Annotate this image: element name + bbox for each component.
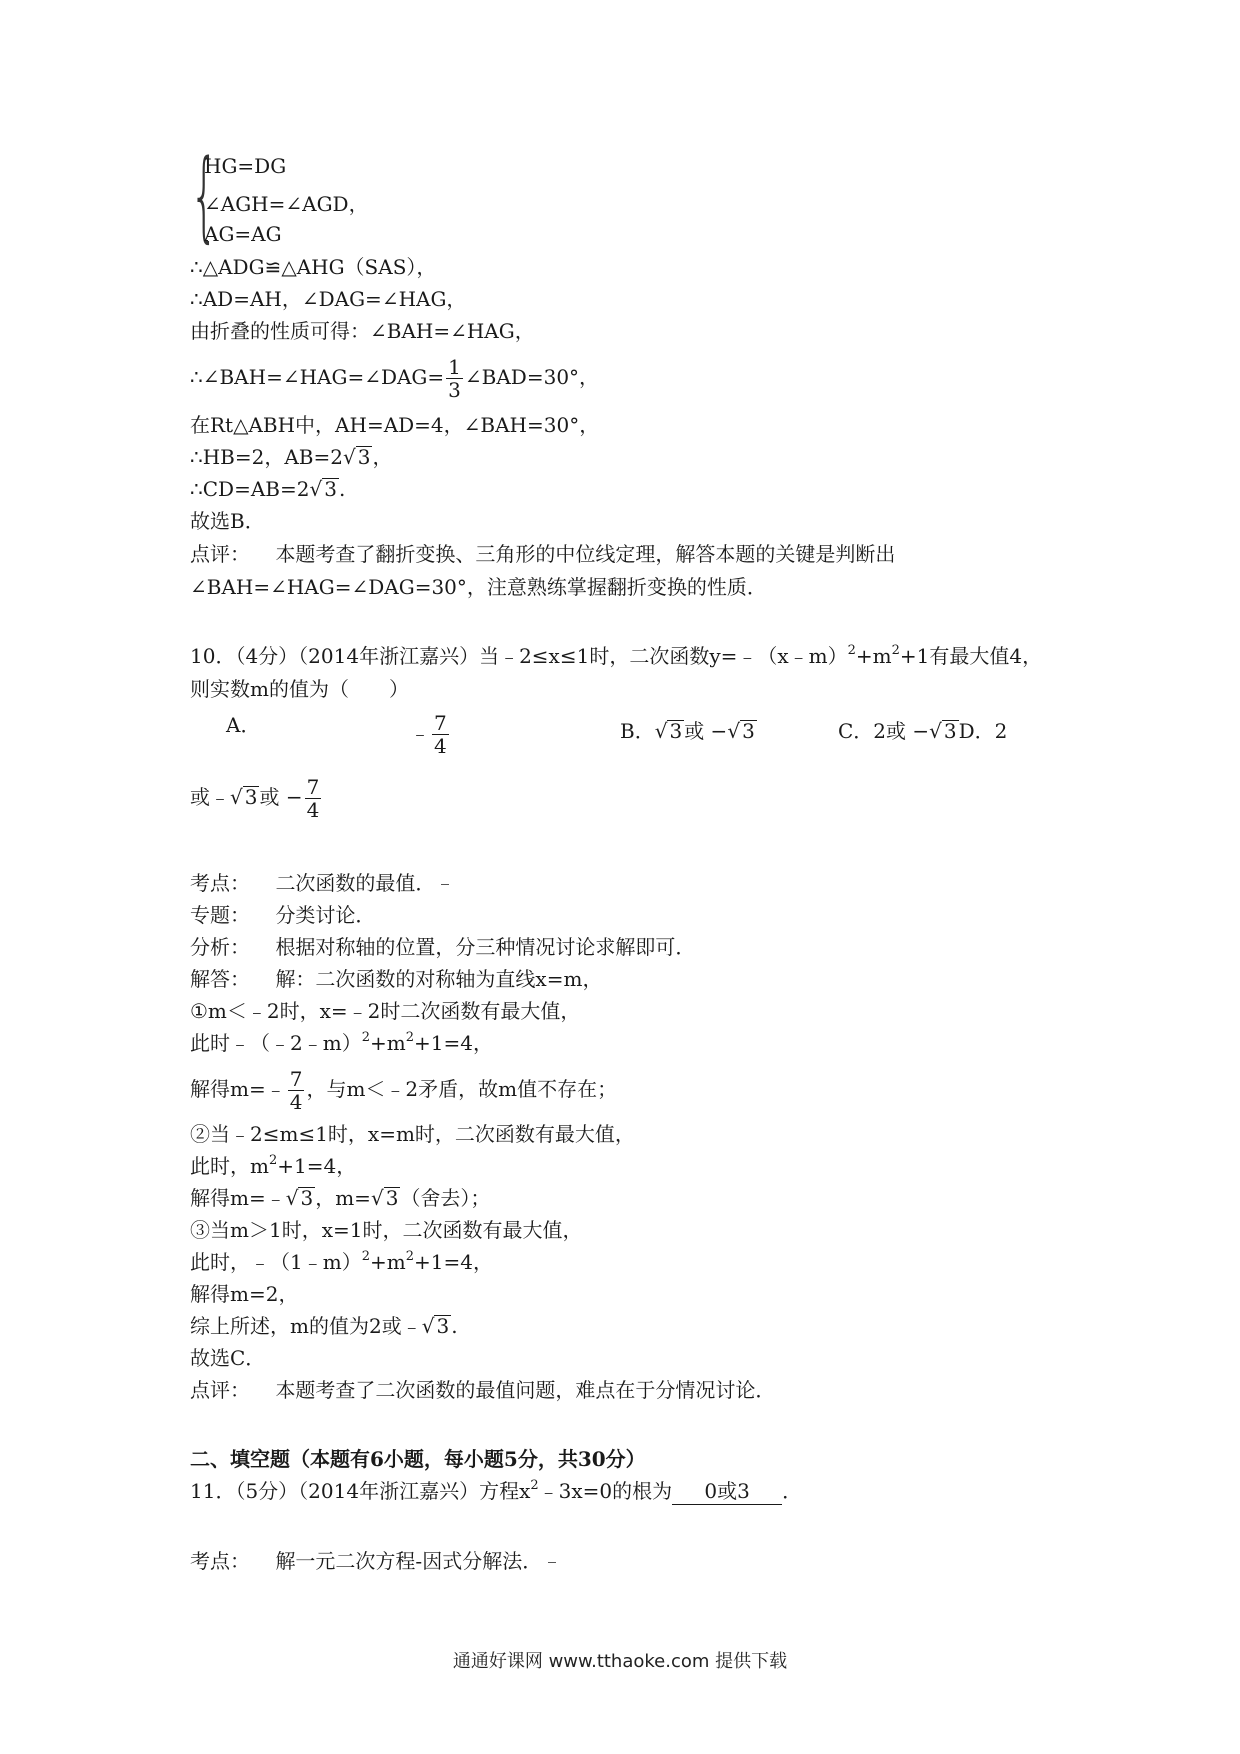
sol9-line-4-post: ∠BAD=30°， bbox=[464, 365, 600, 389]
sqrt-symbol: √ 3 bbox=[929, 719, 957, 743]
case-2-result bbox=[190, 1185, 490, 1211]
option-c-label: C．2或 bbox=[838, 719, 907, 743]
minus-sign: − bbox=[912, 719, 930, 743]
superscript: 2 bbox=[268, 1153, 278, 1168]
sqrt-radicand: 3 bbox=[357, 445, 371, 469]
sol10-zhuanti bbox=[190, 902, 375, 928]
case-3: ③当m＞1时，x=1时，二次函数有最大值， bbox=[190, 1218, 583, 1242]
sqrt-symbol: √ 3 bbox=[421, 1314, 450, 1338]
option-b-or: 或 bbox=[684, 719, 705, 743]
fenxi-text: 根据对称轴的位置，分三种情况讨论求解即可． bbox=[275, 935, 696, 959]
sqrt-symbol: √ 3 bbox=[285, 1186, 314, 1210]
result-pre: 解得m=﹣ bbox=[190, 1186, 286, 1210]
eq-pre: 此时﹣（﹣2﹣m） bbox=[190, 1031, 362, 1055]
q11-stem-post: ． bbox=[782, 1479, 803, 1503]
case-3-result: 解得m=2， bbox=[190, 1282, 299, 1306]
superscript: 2 bbox=[530, 1478, 539, 1493]
minus-sign: ﹣ bbox=[410, 721, 430, 745]
eq-mid: +m bbox=[369, 1250, 406, 1274]
q10-option-a-label: A． bbox=[226, 713, 261, 737]
sqrt-symbol: √ 3 bbox=[654, 719, 683, 743]
result-mid: ，m= bbox=[315, 1186, 371, 1210]
sol9-line-5: 在Rt△ABH中，AH=AD=4，∠BAH=30°， bbox=[190, 413, 600, 437]
small-dash bbox=[548, 1562, 556, 1564]
case-1-equation bbox=[190, 1030, 493, 1056]
eq-post: +1=4， bbox=[277, 1154, 357, 1178]
case-1-result bbox=[190, 1068, 617, 1113]
q10-option-c-d bbox=[838, 718, 1007, 744]
q11-kaodian bbox=[190, 1548, 556, 1574]
sqrt-radicand: 3 bbox=[300, 1186, 314, 1210]
fraction-seven-quarters bbox=[305, 776, 322, 821]
sol9-line-1: ∴△ADG≌△AHG（SAS）， bbox=[190, 255, 437, 279]
sol9-line-2: ∴AD=AH，∠DAG=∠HAG， bbox=[190, 287, 467, 311]
left-brace: { bbox=[190, 139, 219, 253]
sol9-line-3: 由折叠的性质可得：∠BAH=∠HAG， bbox=[190, 319, 535, 343]
comment-text: 本题考查了翻折变换、三角形的中位线定理，解答本题的关键是判断出 bbox=[275, 542, 896, 566]
superscript: 2 bbox=[361, 1249, 370, 1264]
sol9-comment bbox=[190, 541, 895, 567]
system-row-2: ∠AGH=∠AGD， bbox=[204, 192, 369, 216]
sqrt-radicand: 3 bbox=[943, 719, 957, 743]
zhuanti-label: 专题： bbox=[190, 903, 250, 927]
q10-stem-line-1 bbox=[190, 643, 1042, 669]
section-heading: 二、填空题（本题有6小题，每小题5分，共30分） bbox=[190, 1447, 646, 1471]
fraction-numerator: 7 bbox=[306, 775, 320, 799]
system-row-3: AG=AG bbox=[204, 222, 282, 246]
eq-pre: 此时，﹣（1﹣m） bbox=[190, 1250, 362, 1274]
system-row-1: HG=DG bbox=[204, 154, 287, 178]
sol10-fenxi bbox=[190, 934, 695, 960]
sqrt-radicand: 3 bbox=[244, 785, 258, 809]
sol9-line-7-post: . bbox=[338, 477, 346, 501]
sol9-line-6 bbox=[190, 444, 392, 470]
eq-mid: +m bbox=[369, 1031, 406, 1055]
fraction-denominator: 4 bbox=[434, 734, 447, 758]
q11-stem bbox=[190, 1478, 802, 1505]
sqrt-symbol: √ 3 bbox=[309, 477, 337, 501]
sol9-line-4-pre: ∴∠BAH=∠HAG=∠DAG= bbox=[190, 365, 445, 389]
answer-blank: 0或3 bbox=[672, 1478, 782, 1505]
comment-label: 点评： bbox=[190, 542, 250, 566]
fenxi-label: 分析： bbox=[190, 935, 250, 959]
sqrt-radicand: 3 bbox=[436, 1314, 450, 1338]
superscript: 2 bbox=[891, 643, 900, 658]
sol10-comment bbox=[190, 1377, 775, 1403]
case-3-equation bbox=[190, 1249, 493, 1275]
fraction-denominator: 4 bbox=[306, 798, 320, 822]
comment-text: 本题考查了二次函数的最值问题，难点在于分情况讨论． bbox=[275, 1378, 776, 1402]
sqrt-symbol: √ 3 bbox=[370, 1186, 399, 1210]
q10-option-a-value bbox=[410, 712, 451, 757]
answer-choice: 故选C． bbox=[190, 1346, 266, 1370]
result-pre: 解得m=﹣ bbox=[190, 1077, 286, 1101]
result-post: （舍去）； bbox=[400, 1186, 491, 1210]
q10-option-b bbox=[620, 718, 757, 744]
fraction-seven-quarters bbox=[288, 1068, 305, 1113]
jieda-text: 解：二次函数的对称轴为直线x=m， bbox=[275, 967, 603, 991]
sol9-line-7-pre: ∴CD=AB=2 bbox=[190, 477, 310, 501]
sol10-kaodian bbox=[190, 870, 449, 896]
kaodian-label: 考点： bbox=[190, 1549, 250, 1573]
page-footer: 通通好课网 www.tthaoke.com 提供下载 bbox=[452, 1651, 788, 1672]
sqrt-radicand: 3 bbox=[669, 719, 683, 743]
sqrt-symbol: √ 3 bbox=[230, 785, 258, 809]
sqrt-radicand: 3 bbox=[324, 477, 337, 501]
kaodian-label: 考点： bbox=[190, 871, 250, 895]
eq-post: +1=4， bbox=[414, 1031, 493, 1055]
zhuanti-text: 分类讨论． bbox=[275, 903, 376, 927]
small-dash bbox=[441, 884, 449, 886]
sol9-line-6-post: ， bbox=[372, 445, 393, 469]
q10-stem-line-2: 则实数m的值为（ ） bbox=[190, 677, 409, 701]
eq-post: +1=4， bbox=[414, 1250, 493, 1274]
case-2-equation bbox=[190, 1153, 356, 1179]
fraction-numerator: 7 bbox=[289, 1067, 303, 1091]
superscript: 2 bbox=[361, 1030, 370, 1045]
q10-stem-pre: 10．（4分）（2014年浙江嘉兴）当﹣2≤x≤1时，二次函数y=﹣（x﹣m） bbox=[190, 644, 848, 668]
sqrt-radicand: 3 bbox=[742, 719, 755, 743]
q11-stem-pre: 11．（5分）（2014年浙江嘉兴）方程x bbox=[190, 1479, 531, 1503]
q11-stem-mid: ﹣3x=0的根为 bbox=[538, 1479, 673, 1503]
fraction-denominator: 4 bbox=[289, 1090, 303, 1114]
minus-sign: − bbox=[710, 719, 728, 743]
sol9-line-10: ∠BAH=∠HAG=∠DAG=30°，注意熟练掌握翻折变换的性质． bbox=[190, 575, 767, 599]
result-post: ，与m＜﹣2矛盾，故m值不存在； bbox=[306, 1077, 618, 1101]
sqrt-symbol: √ 3 bbox=[342, 445, 371, 469]
case-2: ②当﹣2≤m≤1时，x=m时，二次函数有最大值， bbox=[190, 1122, 635, 1146]
option-b-label: B． bbox=[620, 719, 655, 743]
fraction-numerator: 7 bbox=[434, 711, 447, 735]
superscript: 2 bbox=[847, 643, 856, 658]
comment-label: 点评： bbox=[190, 1378, 250, 1402]
fraction-one-third bbox=[446, 356, 463, 401]
option-d-label: D．2 bbox=[958, 719, 1008, 743]
sol9-line-8: 故选B． bbox=[190, 509, 265, 533]
minus-sign: − bbox=[285, 785, 303, 809]
sol9-line-4 bbox=[190, 356, 599, 401]
sol9-line-7 bbox=[190, 476, 345, 502]
case-1: ①m＜﹣2时，x=﹣2时二次函数有最大值， bbox=[190, 999, 581, 1023]
sol10-jieda bbox=[190, 966, 602, 992]
q10-stem-mid: +m bbox=[855, 644, 892, 668]
eq-pre: 此时，m bbox=[190, 1154, 269, 1178]
sqrt-radicand: 3 bbox=[385, 1186, 399, 1210]
sqrt-symbol: √ 3 bbox=[727, 719, 755, 743]
summary-pre: 综上所述，m的值为2或﹣ bbox=[190, 1314, 422, 1338]
q10-option-d-continued bbox=[190, 776, 323, 821]
superscript: 2 bbox=[405, 1249, 414, 1264]
q10-stem-post: +1有最大值4， bbox=[899, 644, 1043, 668]
jieda-label: 解答： bbox=[190, 967, 250, 991]
superscript: 2 bbox=[405, 1030, 414, 1045]
summary-post: . bbox=[451, 1314, 458, 1338]
fraction-denominator: 3 bbox=[448, 378, 461, 402]
option-d-or: 或 bbox=[259, 785, 280, 809]
fraction-seven-quarters bbox=[432, 712, 449, 757]
option-d-pre: 或﹣ bbox=[190, 785, 230, 809]
kaodian-text: 二次函数的最值． bbox=[275, 871, 436, 895]
fraction-numerator: 1 bbox=[448, 355, 461, 379]
sol9-line-6-pre: ∴HB=2，AB=2 bbox=[190, 445, 343, 469]
kaodian-text: 解一元二次方程-因式分解法． bbox=[275, 1549, 543, 1573]
summary bbox=[190, 1313, 458, 1339]
